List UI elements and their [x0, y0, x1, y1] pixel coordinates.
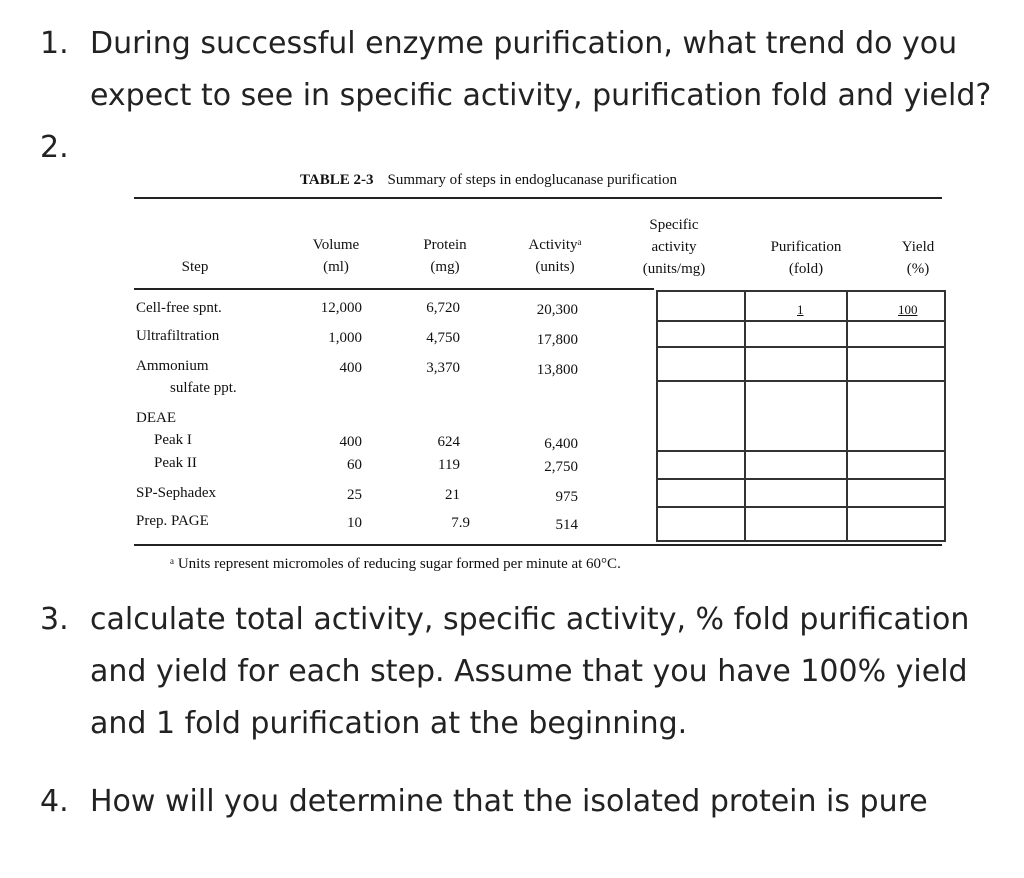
question-1-text: During successful enzyme purification, what trend do you expect to see in specific activity, purification fold and yield? — [90, 26, 992, 113]
row-protein: 7.9 — [451, 515, 470, 531]
question-4-text: How will you determine that the isolated protein is pure — [90, 784, 928, 819]
row-volume: 400 — [339, 360, 362, 376]
row-volume: 60 — [347, 457, 362, 473]
row-protein: 3,370 — [426, 360, 460, 376]
row-volume: 400 — [339, 434, 362, 450]
grid-row-divider — [658, 380, 944, 382]
row-step: Ammonium — [136, 358, 209, 374]
header-step: Step — [181, 259, 209, 275]
row-step-continued: sulfate ppt. — [170, 380, 237, 396]
grid-row-divider — [658, 450, 944, 452]
row-activity: 514 — [555, 517, 578, 533]
row-volume: 25 — [347, 487, 362, 503]
grid-col-divider — [744, 292, 746, 540]
header-purification — [750, 236, 862, 280]
row-protein: 21 — [445, 487, 460, 503]
header-protein-line2: (mg) — [430, 259, 460, 275]
header-protein — [405, 234, 485, 278]
question-1-number: 1. — [40, 26, 69, 61]
table-bottom-rule — [134, 544, 942, 546]
row-step: Peak II — [154, 455, 197, 471]
table-footnote: ᵃ Units represent micromoles of reducing sugar formed per minute at 60°C. — [170, 556, 621, 572]
row-step-group: DEAE — [136, 410, 176, 426]
row-step: Prep. PAGE — [136, 513, 209, 529]
question-3-number: 3. — [40, 602, 69, 637]
header-yield-line2: (%) — [906, 261, 930, 277]
header-purification-line1: Purification — [770, 239, 842, 255]
table-header-rule — [134, 288, 654, 290]
header-activity-line2: (units) — [535, 259, 575, 275]
table-caption — [300, 172, 677, 189]
row-step: Ultrafiltration — [136, 328, 220, 344]
row-step: Peak I — [154, 432, 192, 448]
header-activity-line1: Activityᵃ — [528, 237, 582, 253]
table-top-rule — [134, 197, 942, 199]
question-3-text: calculate total activity, specific activity, % fold purification and yield for each step. Assume that you have 100% yield and 1 fold purification at the beginning. — [90, 602, 970, 741]
header-specific-line3: (units/mg) — [642, 261, 706, 277]
header-specific-line2: activity — [651, 239, 697, 255]
row-volume: 1,000 — [328, 330, 362, 346]
row-activity: 975 — [555, 489, 578, 505]
row-activity: 13,800 — [536, 362, 578, 378]
row-step: SP-Sephadex — [136, 485, 216, 501]
purification-first-value: 1 — [797, 302, 804, 317]
grid-row-divider — [658, 320, 944, 322]
row-protein: 4,750 — [426, 330, 460, 346]
grid-col-divider — [846, 292, 848, 540]
row-protein: 624 — [437, 434, 460, 450]
row-volume: 10 — [347, 515, 362, 531]
row-activity: 6,400 — [544, 436, 578, 452]
header-protein-line1: Protein — [423, 237, 467, 253]
header-purification-line2: (fold) — [788, 261, 824, 277]
row-activity: 20,300 — [536, 302, 578, 318]
grid-row-divider — [658, 346, 944, 348]
header-specific-line1: Specific — [649, 217, 699, 233]
grid-row-divider — [658, 506, 944, 508]
header-volume-line2: (ml) — [323, 259, 349, 275]
row-step: Cell-free spnt. — [136, 300, 222, 316]
row-protein: 6,720 — [426, 300, 460, 316]
yield-first-value: 100 — [898, 302, 918, 317]
header-yield — [884, 236, 952, 280]
grid-row-divider — [658, 478, 944, 480]
table-label: TABLE 2-3 — [300, 172, 374, 188]
row-activity: 2,750 — [544, 459, 578, 475]
row-activity: 17,800 — [536, 332, 578, 348]
row-volume: 12,000 — [320, 300, 362, 316]
question-2-number: 2. — [40, 130, 69, 165]
answer-grid — [656, 290, 946, 542]
header-yield-line1: Yield — [901, 239, 935, 255]
header-volume — [296, 234, 376, 278]
header-specific-activity — [622, 214, 726, 280]
question-4-number: 4. — [40, 784, 69, 819]
header-volume-line1: Volume — [312, 237, 360, 253]
table-caption-text: Summary of steps in endoglucanase purification — [387, 172, 677, 188]
header-activity — [510, 234, 600, 278]
row-protein: 119 — [438, 457, 460, 473]
